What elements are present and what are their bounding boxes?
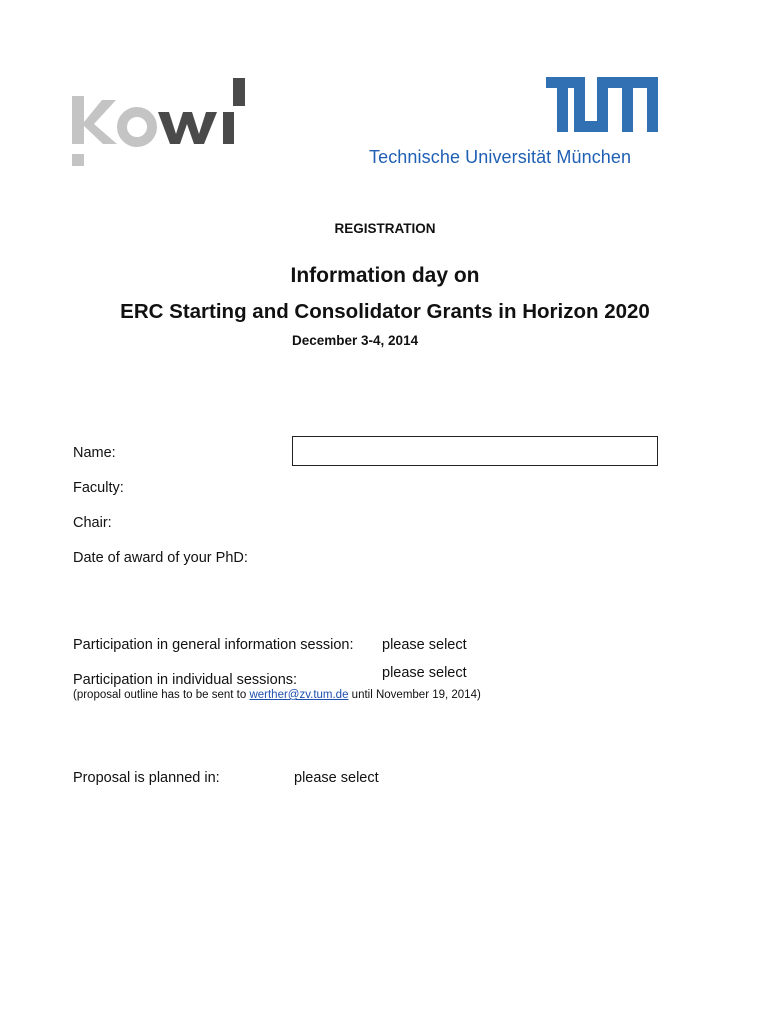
individual-session-label: Participation in individual sessions: <box>73 672 298 688</box>
page-title-line2: ERC Starting and Consolidator Grants in Horizon 2020 <box>120 300 650 323</box>
faculty-label: Faculty: <box>73 480 124 496</box>
general-session-select[interactable]: please select <box>382 637 467 653</box>
chair-label: Chair: <box>73 515 112 531</box>
tum-logo <box>546 77 658 132</box>
proposal-planned-label: Proposal is planned in: <box>73 770 220 786</box>
registration-heading: REGISTRATION <box>334 221 436 236</box>
name-label: Name: <box>73 445 116 461</box>
note-suffix: until November 19, 2014) <box>348 689 481 701</box>
event-date: December 3-4, 2014 <box>292 333 419 348</box>
individual-session-select[interactable]: please select <box>382 665 467 681</box>
proposal-planned-select[interactable]: please select <box>294 770 379 786</box>
name-field[interactable] <box>292 436 658 466</box>
note-prefix: (proposal outline has to be sent to <box>73 689 250 701</box>
phd-date-label: Date of award of your PhD: <box>73 550 248 566</box>
email-link[interactable]: werther@zv.tum.de <box>249 689 349 701</box>
tum-university-name: Technische Universität München <box>369 147 632 167</box>
proposal-outline-note <box>73 689 481 701</box>
kowi-logo <box>70 74 255 170</box>
page-title-line1: Information day on <box>290 264 480 287</box>
general-session-label: Participation in general information session: <box>73 637 354 653</box>
